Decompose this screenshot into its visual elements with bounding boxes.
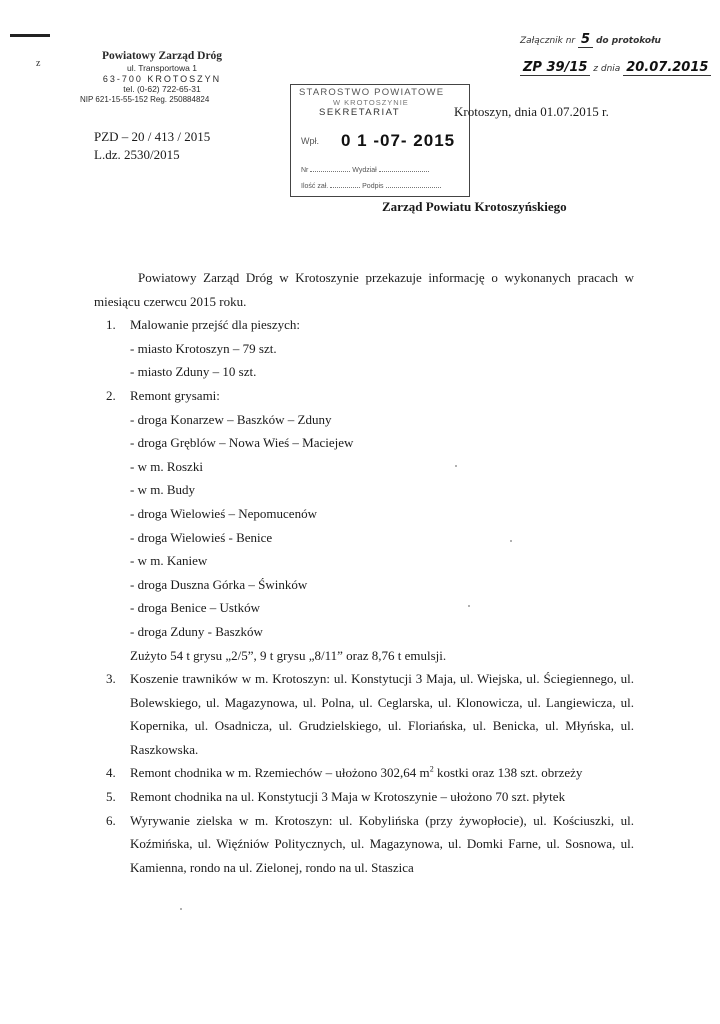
sublist-entry: - miasto Krotoszyn – 79 szt. xyxy=(130,340,277,356)
sublist-entry: - w m. Roszki xyxy=(130,458,203,474)
scan-speck xyxy=(455,465,457,467)
item-text: Remont grysami: xyxy=(130,387,220,403)
received-stamp xyxy=(290,84,470,197)
stamp-signature-label: Podpis xyxy=(362,183,384,190)
list-item-6 xyxy=(106,809,634,880)
item-text: Koszenie trawników w m. Krotoszyn: ul. Konstytucji 3 Maja, ul. Wiejska, ul. Ściegiennego, ul. Bolewskiego, ul. Magazynowa, ul. Polna, ul. Ceglarska, ul. Klonowicza, ul. Langiewicza, ul. Kopernika, ul. Osadnicza, ul. Grudzielskiego, ul. Floriańska, ul. Benicka, ul. Młyńska, ul. Raszkowska. xyxy=(130,671,634,757)
sender-phone: tel. (0-62) 722-65-31 xyxy=(123,84,201,94)
attachment-date: 20.07.2015 xyxy=(623,60,711,76)
sender-postal-city: 63-700 KROTOSZYN xyxy=(102,73,222,84)
attachment-note xyxy=(520,32,710,76)
case-number: PZD – 20 / 413 / 2015 xyxy=(94,129,211,144)
reference-block xyxy=(94,128,210,164)
list-item-3 xyxy=(106,667,634,761)
unit-superscript: 2 xyxy=(429,765,434,775)
list-item-5 xyxy=(106,785,634,809)
scan-speck xyxy=(180,908,182,910)
list-item-2 xyxy=(106,384,634,667)
sublist-entry: - droga Duszna Górka – Świnków xyxy=(130,576,308,592)
item-text-before: Remont chodnika w m. Rzemiechów – ułożono 302,64 m xyxy=(130,765,430,781)
scan-speck xyxy=(468,605,470,607)
addressee: Zarząd Powiatu Krotoszyńskiego xyxy=(382,199,567,214)
list-item-4 xyxy=(106,761,634,785)
item-number: 2. xyxy=(106,387,116,403)
item-number: 5. xyxy=(106,789,116,805)
stamp-row-attachments-signature xyxy=(301,181,441,190)
stamp-division-label: Wydział xyxy=(352,167,377,174)
stamp-received-label: Wpł. xyxy=(301,136,319,146)
item-number: 6. xyxy=(106,812,116,828)
item-text: Remont chodnika na ul. Konstytucji 3 Maja w Krotoszynie – ułożono 70 szt. płytek xyxy=(130,789,566,805)
sublist-entry: - droga Zduny - Baszków xyxy=(130,623,263,639)
sublist-entry: - miasto Zduny – 10 szt. xyxy=(130,364,257,380)
sublist-entry: - droga Konarzew – Baszków – Zduny xyxy=(130,411,332,427)
item-summary: Zużyto 54 t grysu „2/5”, 9 t grysu „8/11” oraz 8,76 t emulsji. xyxy=(130,647,447,663)
list-item-1 xyxy=(106,313,634,384)
intro-paragraph: Powiatowy Zarząd Dróg w Krotoszynie przekazuje informację o wykonanych pracach w miesiącu czerwcu 2015 roku. xyxy=(94,270,634,309)
stamp-attachments-label: Ilość zał. xyxy=(301,183,329,190)
sublist-entry: - droga Wielowieś - Benice xyxy=(130,529,273,545)
item-sublist xyxy=(130,408,634,668)
sender-street: ul. Transportowa 1 xyxy=(127,63,197,73)
sublist-entry: - droga Wielowieś – Nepomucenów xyxy=(130,505,317,521)
sender-nip-regon: NIP 621-15-55-152 Reg. 250884824 xyxy=(80,94,210,104)
stamp-received-date: 0 1 -07- 2015 xyxy=(341,131,456,150)
attachment-suffix: do protokołu xyxy=(595,36,661,46)
item-number: 4. xyxy=(106,765,116,781)
sender-name: Powiatowy Zarząd Dróg xyxy=(101,50,223,62)
scan-speck xyxy=(510,540,512,542)
item-number: 3. xyxy=(106,671,116,687)
attachment-number: 5 xyxy=(578,32,593,48)
margin-mark: z xyxy=(36,58,41,69)
sublist-entry: - w m. Kaniew xyxy=(130,553,208,569)
stamp-row-number-division xyxy=(301,165,429,174)
stamp-office: STAROSTWO POWIATOWE xyxy=(299,87,445,98)
sublist-entry: - w m. Budy xyxy=(130,482,195,498)
item-number: 1. xyxy=(106,317,116,333)
item-text: Malowanie przejść dla pieszych: xyxy=(130,317,301,333)
item-text: Wyrywanie zielska w m. Krotoszyn: ul. Kobylińska (przy żywopłocie), ul. Kościuszki, ul. Koźmińska, ul. Więźniów Politycznych, ul. Magazynowa, ul. Domki Farne, ul. Sosnowa, ul. Kamienna, rondo na ul. Zielonej, rondo na ul. Staszica xyxy=(130,812,634,875)
attachment-date-label: z dnia xyxy=(593,64,621,74)
stamp-department: SEKRETARIAT xyxy=(319,107,401,118)
sublist-entry: - droga Benice – Ustków xyxy=(130,600,260,616)
protocol-reference: ZP 39/15 xyxy=(520,60,590,76)
scan-artifact-mark xyxy=(10,34,50,37)
sender-header xyxy=(82,50,242,105)
item-sublist xyxy=(130,337,634,384)
stamp-no-label: Nr xyxy=(301,167,309,174)
item-text xyxy=(130,761,634,785)
place-and-date: Krotoszyn, dnia 01.07.2015 r. xyxy=(454,104,609,119)
attachment-prefix: Załącznik nr xyxy=(520,36,576,46)
journal-number: L.dz. 2530/2015 xyxy=(94,147,180,162)
stamp-city: W KROTOSZYNIE xyxy=(333,98,409,107)
letter-body xyxy=(94,266,634,879)
item-text-after: kostki oraz 138 szt. obrzeży xyxy=(433,765,583,781)
sublist-entry: - droga Gręblów – Nowa Wieś – Maciejew xyxy=(130,435,354,451)
